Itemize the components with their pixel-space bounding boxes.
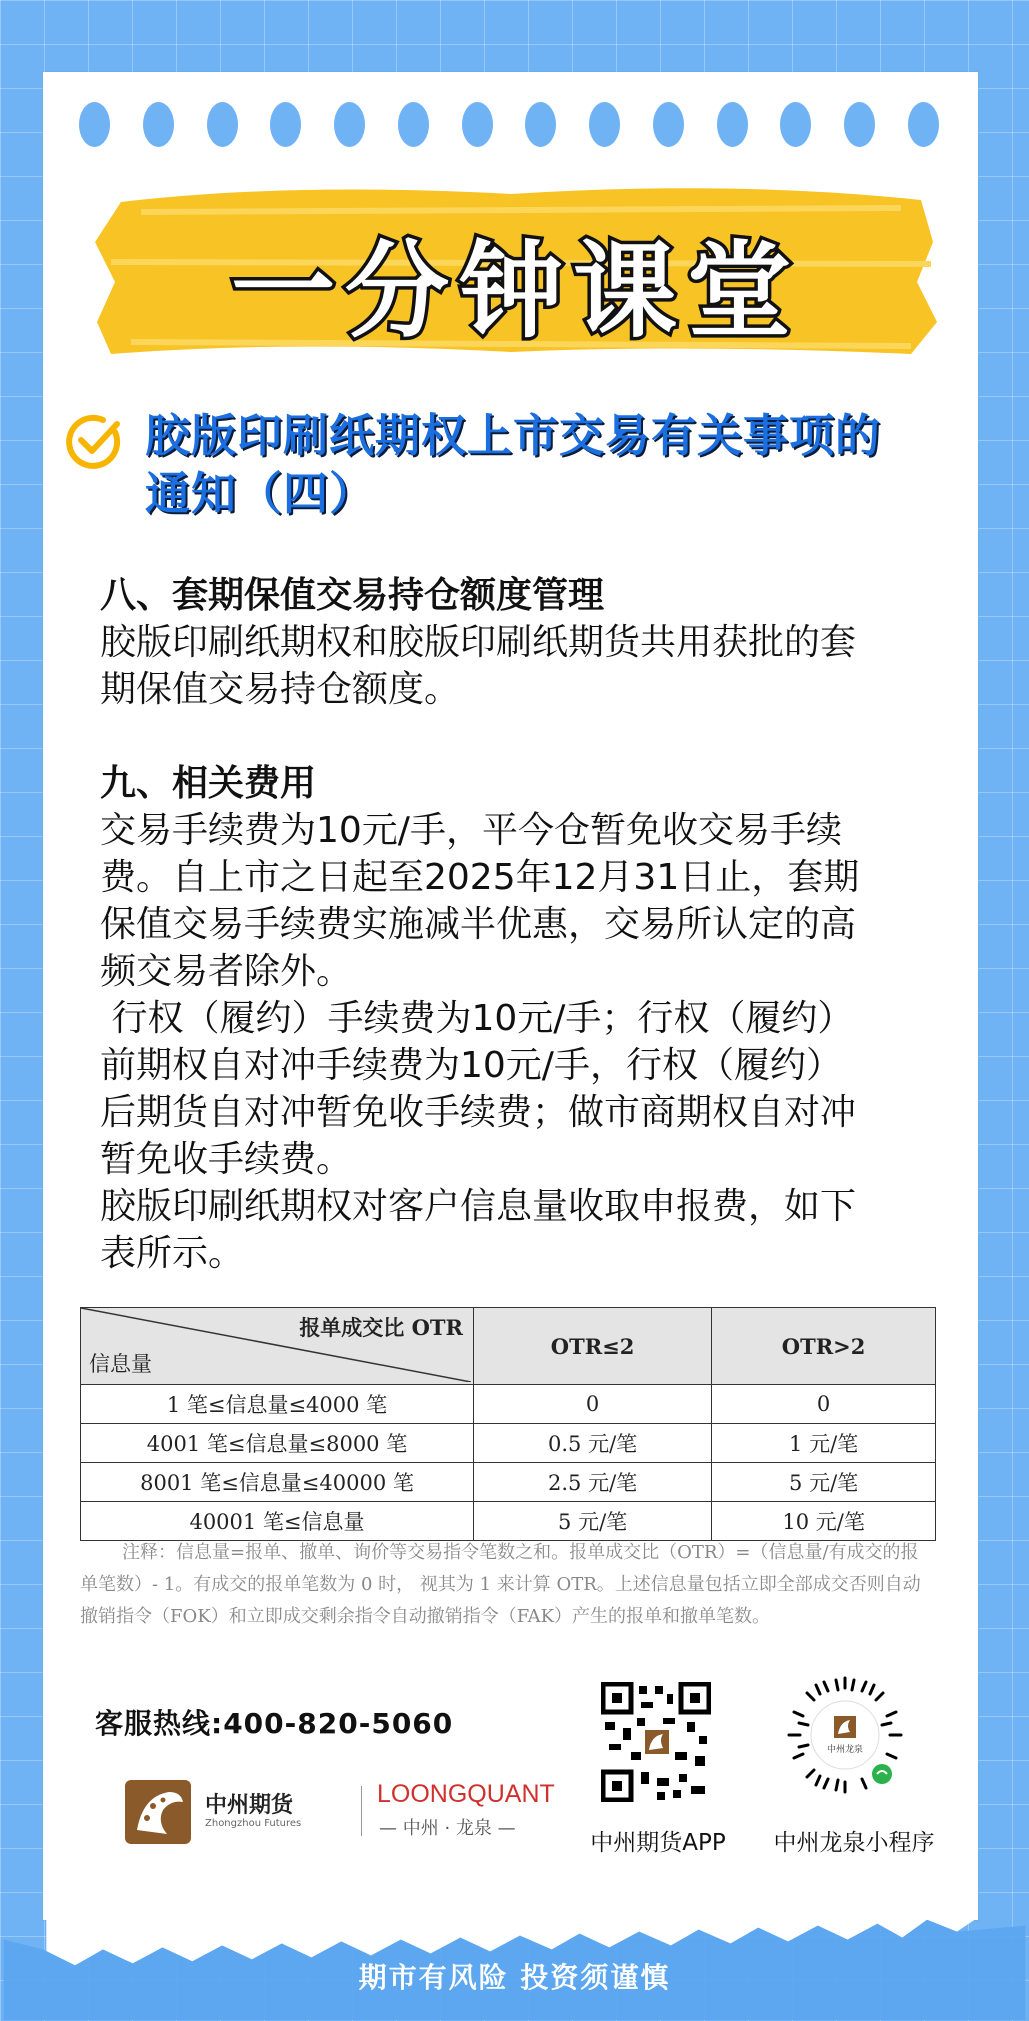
binder-hole <box>143 102 174 147</box>
table-row <box>81 1502 936 1541</box>
table-cell: 1 笔≤信息量≤4000 笔 <box>81 1385 474 1424</box>
notice-title <box>145 407 1005 523</box>
binder-hole <box>334 102 365 147</box>
loongquant-cn-name: — 中州 · 龙泉 — <box>379 1818 516 1839</box>
table-cell: 0 <box>474 1385 712 1424</box>
section9-line: 交易手续费为10元/手，平今仓暂免收交易手续 <box>100 810 842 851</box>
binder-hole <box>207 102 238 147</box>
app-qr-code-icon <box>601 1682 711 1802</box>
section9-line: 前期权自对冲手续费为10元/手，行权（履约） <box>100 1045 842 1086</box>
section9-line: 费。自上市之日起至2025年12月31日止，套期 <box>100 857 860 898</box>
section9-line: 暂免收手续费。 <box>100 1139 353 1180</box>
binder-hole <box>780 102 811 147</box>
section9-line: 胶版印刷纸期权对客户信息量收取申报费，如下 <box>100 1186 857 1227</box>
section8-line: 期保值交易持仓额度。 <box>100 669 461 710</box>
table-header-row <box>81 1308 936 1385</box>
binder-hole <box>589 102 620 147</box>
table-cell: 10 元/笔 <box>712 1502 936 1541</box>
table-cell: 0.5 元/笔 <box>474 1424 712 1463</box>
paper-card <box>43 72 978 1920</box>
section8-line: 胶版印刷纸期权和胶版印刷纸期货共用获批的套 <box>100 622 857 663</box>
binder-hole <box>717 102 748 147</box>
section9-line: 表所示。 <box>100 1233 245 1274</box>
zhongzhou-leopard-logo-icon <box>123 1776 193 1848</box>
table-cell: 0 <box>712 1385 936 1424</box>
table-cell: 1 元/笔 <box>712 1424 936 1463</box>
app-qr-label: 中州期货APP <box>590 1830 726 1856</box>
mini-program-label: 中州龙泉小程序 <box>773 1830 935 1856</box>
article-body <box>100 572 940 1277</box>
torn-paper-edge <box>0 1880 1029 2020</box>
fee-table <box>80 1307 936 1541</box>
banner-title: 一分钟课堂 <box>230 230 801 352</box>
section9-heading: 九、相关费用 <box>100 763 317 804</box>
section8-heading: 八、套期保值交易持仓额度管理 <box>100 575 605 616</box>
brand-logos <box>123 1772 583 1862</box>
mini-program-code-icon <box>786 1676 904 1794</box>
table-row <box>81 1385 936 1424</box>
table-cell: 40001 笔≤信息量 <box>81 1502 474 1541</box>
section9-line: 保值交易手续费实施减半优惠，交易所认定的高 <box>100 904 857 945</box>
table-cell: 8001 笔≤信息量≤40000 笔 <box>81 1463 474 1502</box>
zhongzhou-name: 中州期货 <box>205 1793 294 1818</box>
corner-bottom-label: 信息量 <box>89 1352 152 1376</box>
loongquant-name: LOONGQUANT <box>377 1780 555 1808</box>
binder-hole <box>270 102 301 147</box>
binder-hole <box>398 102 429 147</box>
table-row <box>81 1424 936 1463</box>
table-cell: 2.5 元/笔 <box>474 1463 712 1502</box>
binder-hole <box>462 102 493 147</box>
logo-divider <box>361 1786 362 1836</box>
section9-line: 频交易者除外。 <box>100 951 353 992</box>
hotline-text: 客服热线:400-820-5060 <box>95 1707 454 1740</box>
table-cell: 5 元/笔 <box>712 1463 936 1502</box>
table-corner-cell <box>81 1308 474 1385</box>
table-row <box>81 1463 936 1502</box>
binder-hole <box>525 102 556 147</box>
title-banner <box>91 172 941 362</box>
table-cell: 5 元/笔 <box>474 1502 712 1541</box>
binder-holes <box>79 102 939 152</box>
binder-hole <box>908 102 939 147</box>
table-note: 注释：信息量=报单、撤单、询价等交易指令笔数之和。报单成交比（OTR）=（信息量/有成交的报单笔数）- 1。有成交的报单笔数为 0 时， 视其为 1 来计算 OTR。上述信息量包括立即全部成交否则自动撤销指令（FOK）和立即成交剩余指令自动撤销指令（FAK）产生的报单和撤单笔数。 <box>80 1542 921 1627</box>
notice-title-line2: 通知（四） <box>145 467 376 520</box>
table-header: OTR≤2 <box>474 1308 712 1385</box>
table-cell: 4001 笔≤信息量≤8000 笔 <box>81 1424 474 1463</box>
notice-title-line1: 胶版印刷纸期权上市交易有关事项的 <box>145 409 882 462</box>
binder-hole <box>79 102 110 147</box>
section9-line: 后期货自对冲暂免收手续费；做市商期权自对冲 <box>100 1092 857 1133</box>
section9-line: 行权（履约）手续费为10元/手；行权（履约） <box>100 998 854 1039</box>
check-circle-icon <box>65 412 123 470</box>
mini-program-inner-label: 中州龙泉 <box>826 1745 863 1755</box>
binder-hole <box>844 102 875 147</box>
corner-top-label: 报单成交比 OTR <box>299 1315 463 1340</box>
risk-warning-footer: 期市有风险 投资须谨慎 <box>358 1961 671 1994</box>
binder-hole <box>653 102 684 147</box>
zhongzhou-en-name: Zhongzhou Futures <box>205 1818 302 1829</box>
table-header: OTR>2 <box>712 1308 936 1385</box>
